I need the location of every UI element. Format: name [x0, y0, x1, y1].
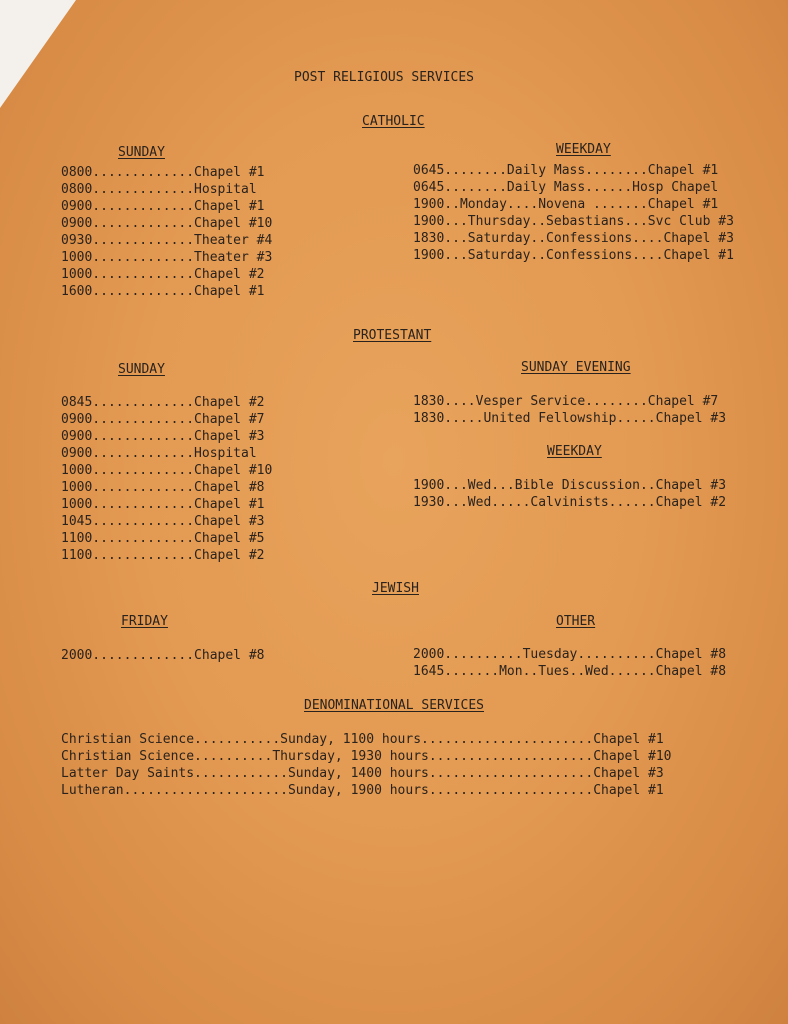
list-item: 1000.............Chapel #10: [61, 463, 273, 478]
protestant-sunday-evening-label: SUNDAY EVENING: [521, 360, 631, 375]
list-item: 1900..Monday....Novena .......Chapel #1: [413, 197, 719, 212]
list-item: 0900.............Chapel #7: [61, 412, 265, 427]
protestant-weekday-label: WEEKDAY: [547, 444, 602, 459]
list-item: 0845.............Chapel #2: [61, 395, 265, 410]
list-item: 1900...Wed...Bible Discussion..Chapel #3: [413, 478, 727, 493]
list-item: 0900.............Hospital: [61, 446, 257, 461]
section-heading-jewish: JEWISH: [372, 581, 419, 596]
list-item: 0800.............Hospital: [61, 182, 257, 197]
list-item: 1100.............Chapel #2: [61, 548, 265, 563]
list-item: 1900...Thursday..Sebastians...Svc Club #3: [413, 214, 734, 229]
catholic-weekday-label: WEEKDAY: [556, 142, 611, 157]
other-label: OTHER: [556, 614, 596, 629]
section-heading-catholic: CATHOLIC: [362, 114, 425, 129]
list-item: 1930...Wed.....Calvinists......Chapel #2: [413, 495, 727, 510]
list-item: 2000..........Tuesday..........Chapel #8: [413, 647, 727, 662]
protestant-sunday-label: SUNDAY: [118, 362, 165, 377]
list-item: Lutheran.....................Sunday, 1900 hours.....................Chapel #1: [61, 783, 664, 798]
section-heading-denominational: DENOMINATIONAL SERVICES: [304, 698, 485, 713]
list-item: 1900...Saturday..Confessions....Chapel #1: [413, 248, 734, 263]
list-item: 1830...Saturday..Confessions....Chapel #3: [413, 231, 734, 246]
list-item: Latter Day Saints............Sunday, 1400 hours.....................Chapel #3: [61, 766, 664, 781]
list-item: 1600.............Chapel #1: [61, 284, 265, 299]
list-item: Christian Science..........Thursday, 1930 hours.....................Chapel #10: [61, 749, 672, 764]
list-item: 0930.............Theater #4: [61, 233, 273, 248]
list-item: 2000.............Chapel #8: [61, 648, 265, 663]
list-item: 1000.............Theater #3: [61, 250, 273, 265]
list-item: 1830....Vesper Service........Chapel #7: [413, 394, 719, 409]
list-item: 1000.............Chapel #2: [61, 267, 265, 282]
list-item: 0900.............Chapel #3: [61, 429, 265, 444]
jewish-friday-label: FRIDAY: [121, 614, 168, 629]
list-item: 1645.......Mon..Tues..Wed......Chapel #8: [413, 664, 727, 679]
list-item: 1000.............Chapel #1: [61, 497, 265, 512]
catholic-sunday-label: SUNDAY: [118, 145, 165, 160]
list-item: 1830.....United Fellowship.....Chapel #3: [413, 411, 727, 426]
list-item: 1045.............Chapel #3: [61, 514, 265, 529]
list-item: 0900.............Chapel #10: [61, 216, 273, 231]
list-item: 0645........Daily Mass........Chapel #1: [413, 163, 719, 178]
torn-corner: [0, 0, 76, 108]
list-item: 1100.............Chapel #5: [61, 531, 265, 546]
list-item: 1000.............Chapel #8: [61, 480, 265, 495]
list-item: Christian Science...........Sunday, 1100 hours......................Chapel #1: [61, 732, 664, 747]
list-item: 0800.............Chapel #1: [61, 165, 265, 180]
list-item: 0900.............Chapel #1: [61, 199, 265, 214]
section-heading-protestant: PROTESTANT: [353, 328, 432, 343]
list-item: 0645........Daily Mass......Hosp Chapel: [413, 180, 719, 195]
page-title: POST RELIGIOUS SERVICES: [294, 70, 475, 85]
